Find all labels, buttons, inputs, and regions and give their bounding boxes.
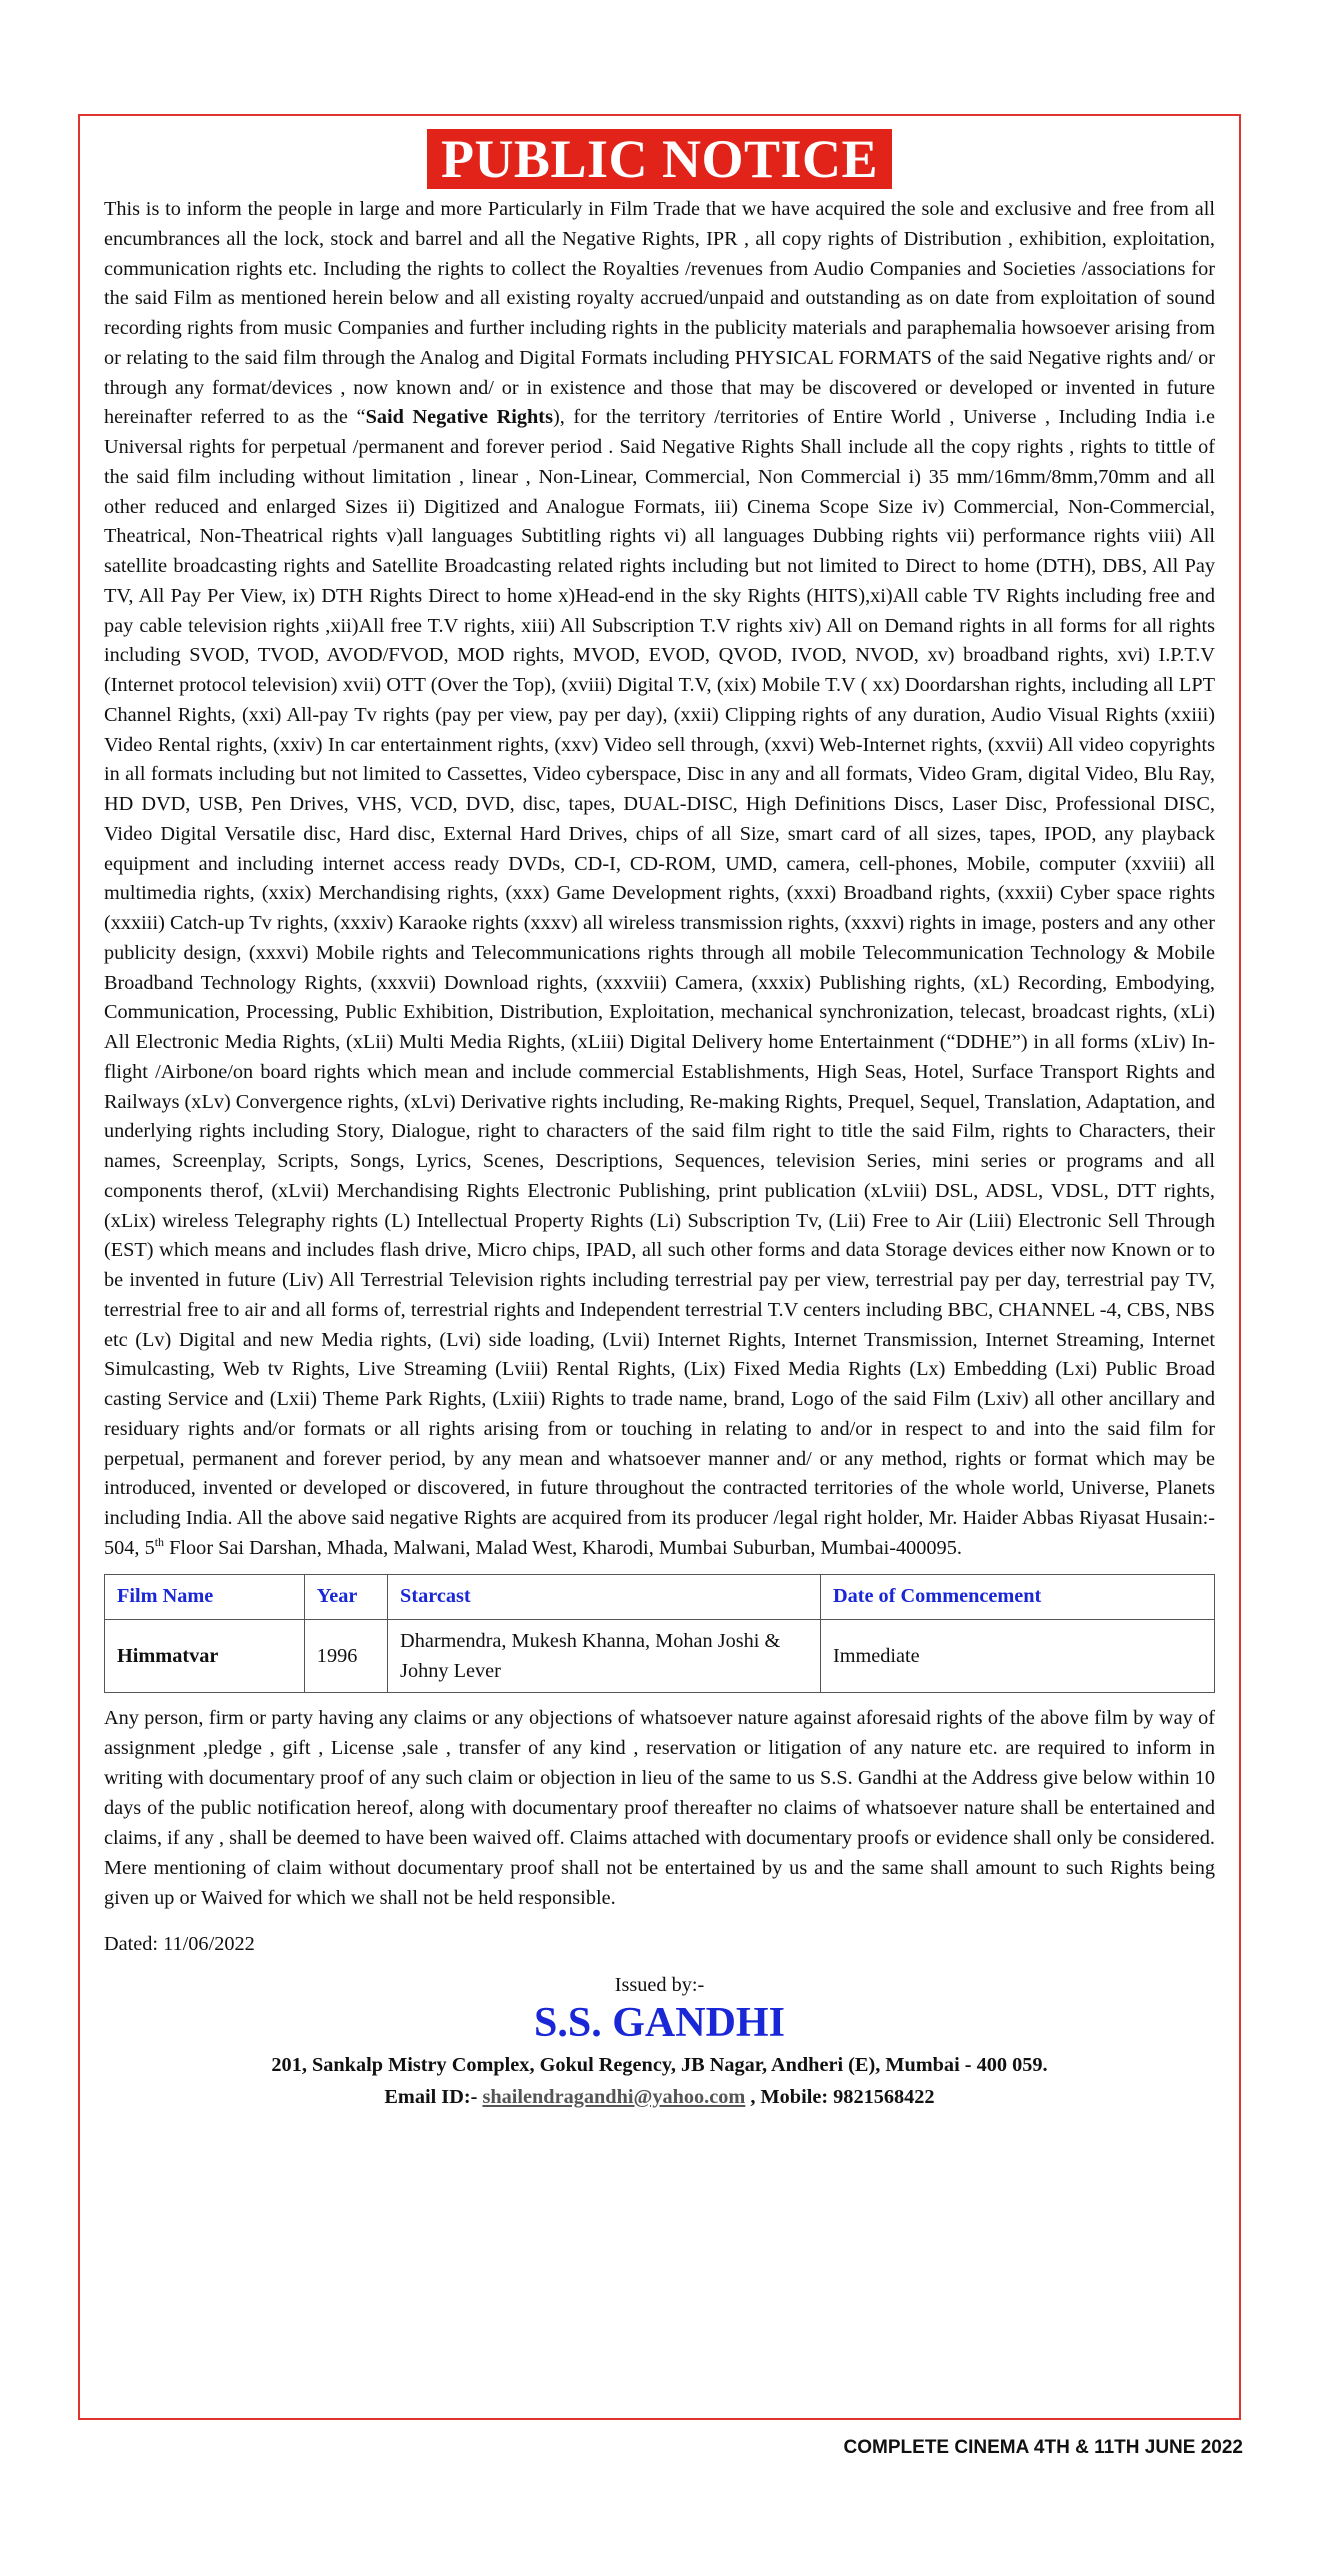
header-film-name: Film Name (105, 1574, 305, 1619)
film-details-table (104, 1574, 1215, 1693)
cell-starcast: Dharmendra, Mukesh Khanna, Mohan Joshi & Johny Lever (388, 1619, 821, 1692)
floor-superscript: th (154, 1534, 165, 1549)
title-wrap (80, 129, 1239, 189)
header-starcast: Starcast (388, 1574, 821, 1619)
cell-film-name: Himmatvar (105, 1619, 305, 1692)
email-link[interactable]: shailendragandhi@yahoo.com (482, 2085, 746, 2108)
issuer-address: 201, Sankalp Mistry Complex, Gokul Regency, JB Nagar, Andheri (E), Mumbai - 400 059. (271, 2053, 1048, 2076)
said-negative-rights-term: Said Negative Rights (365, 406, 553, 429)
cell-year: 1996 (304, 1619, 387, 1692)
rights-text-intro: This is to inform the people in large and more Particularly in Film Trade that we have acquired the sole and exclusive and free from all encumbrances all the lock, stock and barrel and all the Negative Rights, IPR , all copy rights of Distribution , exhibition, exploitation, communication rights etc. Including the rights to collect the Royalties /revenues from Audio Companies and Societies /associations for the said Film as mentioned herein below and all existing royalty accrued/unpaid and outstanding as on date from exploitation of sound recording rights from music Companies and further including rights in the publicity materials and paraphemalia howsoever arising from or relating to the said film through the Analog and Digital Formats including PHYSICAL FORMATS of the said Negative rights and/ or through any format/devices , now known and/ or in existence and those that may be discovered or developed or invented in future hereinafter referred to as the “ (104, 198, 1215, 429)
rights-text-tail: Floor Sai Darshan, Mhada, Malwani, Malad West, Kharodi, Mumbai Suburban, Mumbai-400095. (164, 1536, 962, 1559)
issuer-contact (80, 2083, 1239, 2111)
header-year: Year (304, 1574, 387, 1619)
email-label: Email ID:- (384, 2085, 483, 2108)
notice-title: PUBLIC NOTICE (427, 129, 892, 189)
header-date-of-commencement: Date of Commencement (820, 1574, 1214, 1619)
table-header-row (105, 1574, 1215, 1619)
issued-by-label: Issued by:- (614, 1973, 705, 1996)
rights-paragraph (104, 195, 1215, 1564)
rights-text-main: ), for the territory /territories of Entire World , Universe , Including India i.e Universal rights for perpetual /permanent and forever period . Said Negative Rights Shall include all the copy rights , rights to tittle of the said film including without limitation , linear , Non-Linear, Commercial, Non Commercial i) 35 mm/16mm/8mm,70mm and all other reduced and enlarged Sizes ii) Digitized and Analogue Formats, iii) Cinema Scope Size iv) Commercial, Non-Commercial, Theatrical, Non-Theatrical rights v)all languages Subtitling rights vi) all languages Dubbing rights vii) performance rights viii) All satellite broadcasting rights and Satellite Broadcasting related rights including but not limited to Direct to home (DTH), DBS, All Pay TV, All Pay Per View, ix) DTH Rights Direct to home x)Head-end in the sky Rights (HITS),xi)All cable TV Rights including free and pay cable television rights ,xii)All free T.V rights, xiii) All Subscription T.V rights xiv) All on Demand rights in all forms for all rights including SVOD, TVOD, AVOD/FVOD, MOD rights, MVOD, EVOD, QVOD, IVOD, NVOD, xv) broadband rights, xvi) I.P.T.V (Internet protocol television) xvii) OTT (Over the Top), (xviii) Digital T.V, (xix) Mobile T.V ( xx) Doordarshan rights, including all LPT Channel Rights, (xxi) All-pay Tv rights (pay per view, pay per day), (xxii) Clipping rights of any duration, Audio Visual Rights (xxiii) Video Rental rights, (xxiv) In car entertainment rights, (xxv) Video sell through, (xxvi) Web-Internet rights, (xxvii) All video copyrights in all formats including but not limited to Cassettes, Video cyberspace, Disc in any and all formats, Video Gram, digital Video, Blu Ray, HD DVD, USB, Pen Drives, VHS, VCD, DVD, disc, tapes, DUAL-DISC, High Definitions Discs, Laser Disc, Professional DISC, Video Digital Versatile disc, Hard disc, External Hard Drives, chips of all Size, smart card of all sizes, tapes, IPOD, any playback equipment and including internet access ready DVDs, CD-I, CD-ROM, UMD, camera, cell-phones, Mobile, computer (xxviii) all multimedia rights, (xxix) Merchandising rights, (xxx) Game Development rights, (xxxi) Broadband rights, (xxxii) Cyber space rights (xxxiii) Catch-up Tv rights, (xxxiv) Karaoke rights (xxxv) all wireless transmission rights, (xxxvi) rights in image, posters and any other publicity design, (xxxvi) Mobile rights and Telecommunications rights through all mobile Telecommunication Technology & Mobile Broadband Technology Rights, (xxxvii) Download rights, (xxxviii) Camera, (xxxix) Publishing rights, (xL) Recording, Embodying, Communication, Processing, Public Exhibition, Distribution, Exploitation, mechanical synchronization, telecast, broadcast rights, (xLi) All Electronic Media Rights, (xLii) Multi Media Rights, (xLiii) Digital Delivery home Entertainment (“DDHE”) in all forms (xLiv) In-flight /Airbone/on board rights which mean and include commercial Establishments, High Seas, Hotel, Surface Transport Rights and Railways (xLv) Convergence rights, (xLvi) Derivative rights including, Re-making Rights, Prequel, Sequel, Translation, Adaptation, and underlying rights including Story, Dialogue, right to characters of the said film right to title the said Film, rights to Characters, their names, Screenplay, Scripts, Songs, Lyrics, Scenes, Descriptions, Sequences, television Series, mini series or programs and all components therof, (xLvii) Merchandising Rights Electronic Publishing, print publication (xLviii) DSL, ADSL, VDSL, DTT rights, (xLix) wireless Telegraphy rights (L) Intellectual Property Rights (Li) Subscription Tv, (Lii) Free to Air (Liii) Electronic Sell Through (EST) which means and includes flash drive, Micro chips, IPAD, all such other forms and data Storage devices either now Known or to be invented in future (Liv) All Terrestrial Television rights including terrestrial pay per view, terrestrial pay per day, terrestrial pay TV, terrestrial free to air and all forms of, terrestrial rights and Independent terrestrial T.V centers including BBC, CHANNEL -4, CBS, NBS etc (Lv) Digital and new Media rights, (Lvi) side loading, (Lvii) Internet Rights, Internet Transmission, Internet Streaming, Internet Simulcasting, Web tv Rights, Live Streaming (Lviii) Rental Rights, (Lix) Fixed Media Rights (Lx) Embedding (Lxi) Public Broad casting Service and (Lxii) Theme Park Rights, (Lxiii) Rights to trade name, brand, Logo of the said Film (Lxiv) all other ancillary and residuary rights and/or formats or all rights arising from or touching in relating to and/or in respect to and into the said film for perpetual, permanent and forever period, by any mean and whatsoever manner and/ or any method, rights or format which may be introduced, invented or developed or discovered, in future throughout the contracted territories of the whole world, Universe, Planets including India. All the above said negative Rights are acquired from its producer /legal right holder, Mr. Haider Abbas Riyasat Husain:- 504, 5 (104, 406, 1215, 1559)
issuer-name: S.S. GANDHI (534, 1999, 785, 2046)
dated-line: Dated: 11/06/2022 (104, 1932, 255, 1955)
cell-commencement: Immediate (820, 1619, 1214, 1692)
claims-paragraph: Any person, firm or party having any claims or any objections of whatsoever nature against aforesaid rights of the above film by way of assignment ,pledge , gift , License ,sale , transfer of any kind , reservation or litigation of any nature etc. are required to inform in writing with documentary proof of any such claim or objection in lieu of the same to us S.S. Gandhi at the Address give below within 10 days of the public notification hereof, along with documentary proof thereafter no claims of whatsoever nature shall be entertained and claims, if any , shall be deemed to have been waived off. Claims attached with documentary proofs or evidence shall only be considered. Mere mentioning of claim without documentary proof shall not be entertained by us and the same shall amount to such Rights being given up or Waived for which we shall not be held responsible. (104, 1706, 1215, 1909)
public-notice-frame (78, 114, 1241, 2420)
notice-body (104, 195, 1215, 1564)
publication-credit: COMPLETE CINEMA 4TH & 11TH JUNE 2022 (843, 2437, 1243, 2458)
mobile-text: , Mobile: 9821568422 (745, 2085, 935, 2108)
table-row (105, 1619, 1215, 1692)
